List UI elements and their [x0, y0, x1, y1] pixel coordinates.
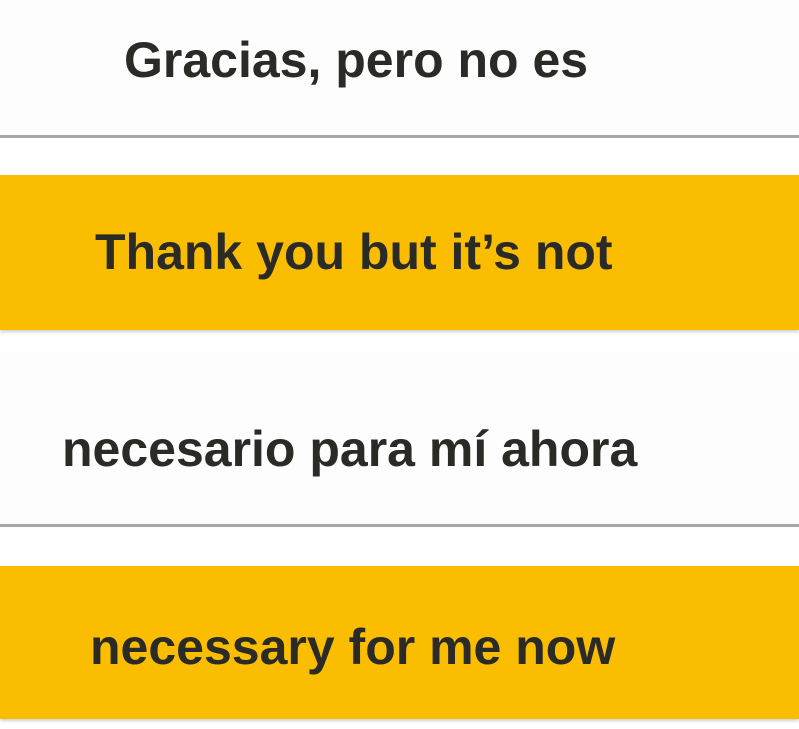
spanish-line-1-strip [0, 0, 799, 138]
english-line-2-text: necessary for me now [90, 618, 616, 675]
spanish-line-1-text: Gracias, pero no es [124, 31, 589, 88]
english-line-1-strip [0, 175, 799, 330]
english-line-1-text: Thank you but it’s not [95, 223, 613, 280]
spanish-line-2-text: necesario para mí ahora [62, 421, 638, 477]
spanish-line-2-strip [0, 352, 799, 527]
english-line-2-strip [0, 566, 799, 719]
